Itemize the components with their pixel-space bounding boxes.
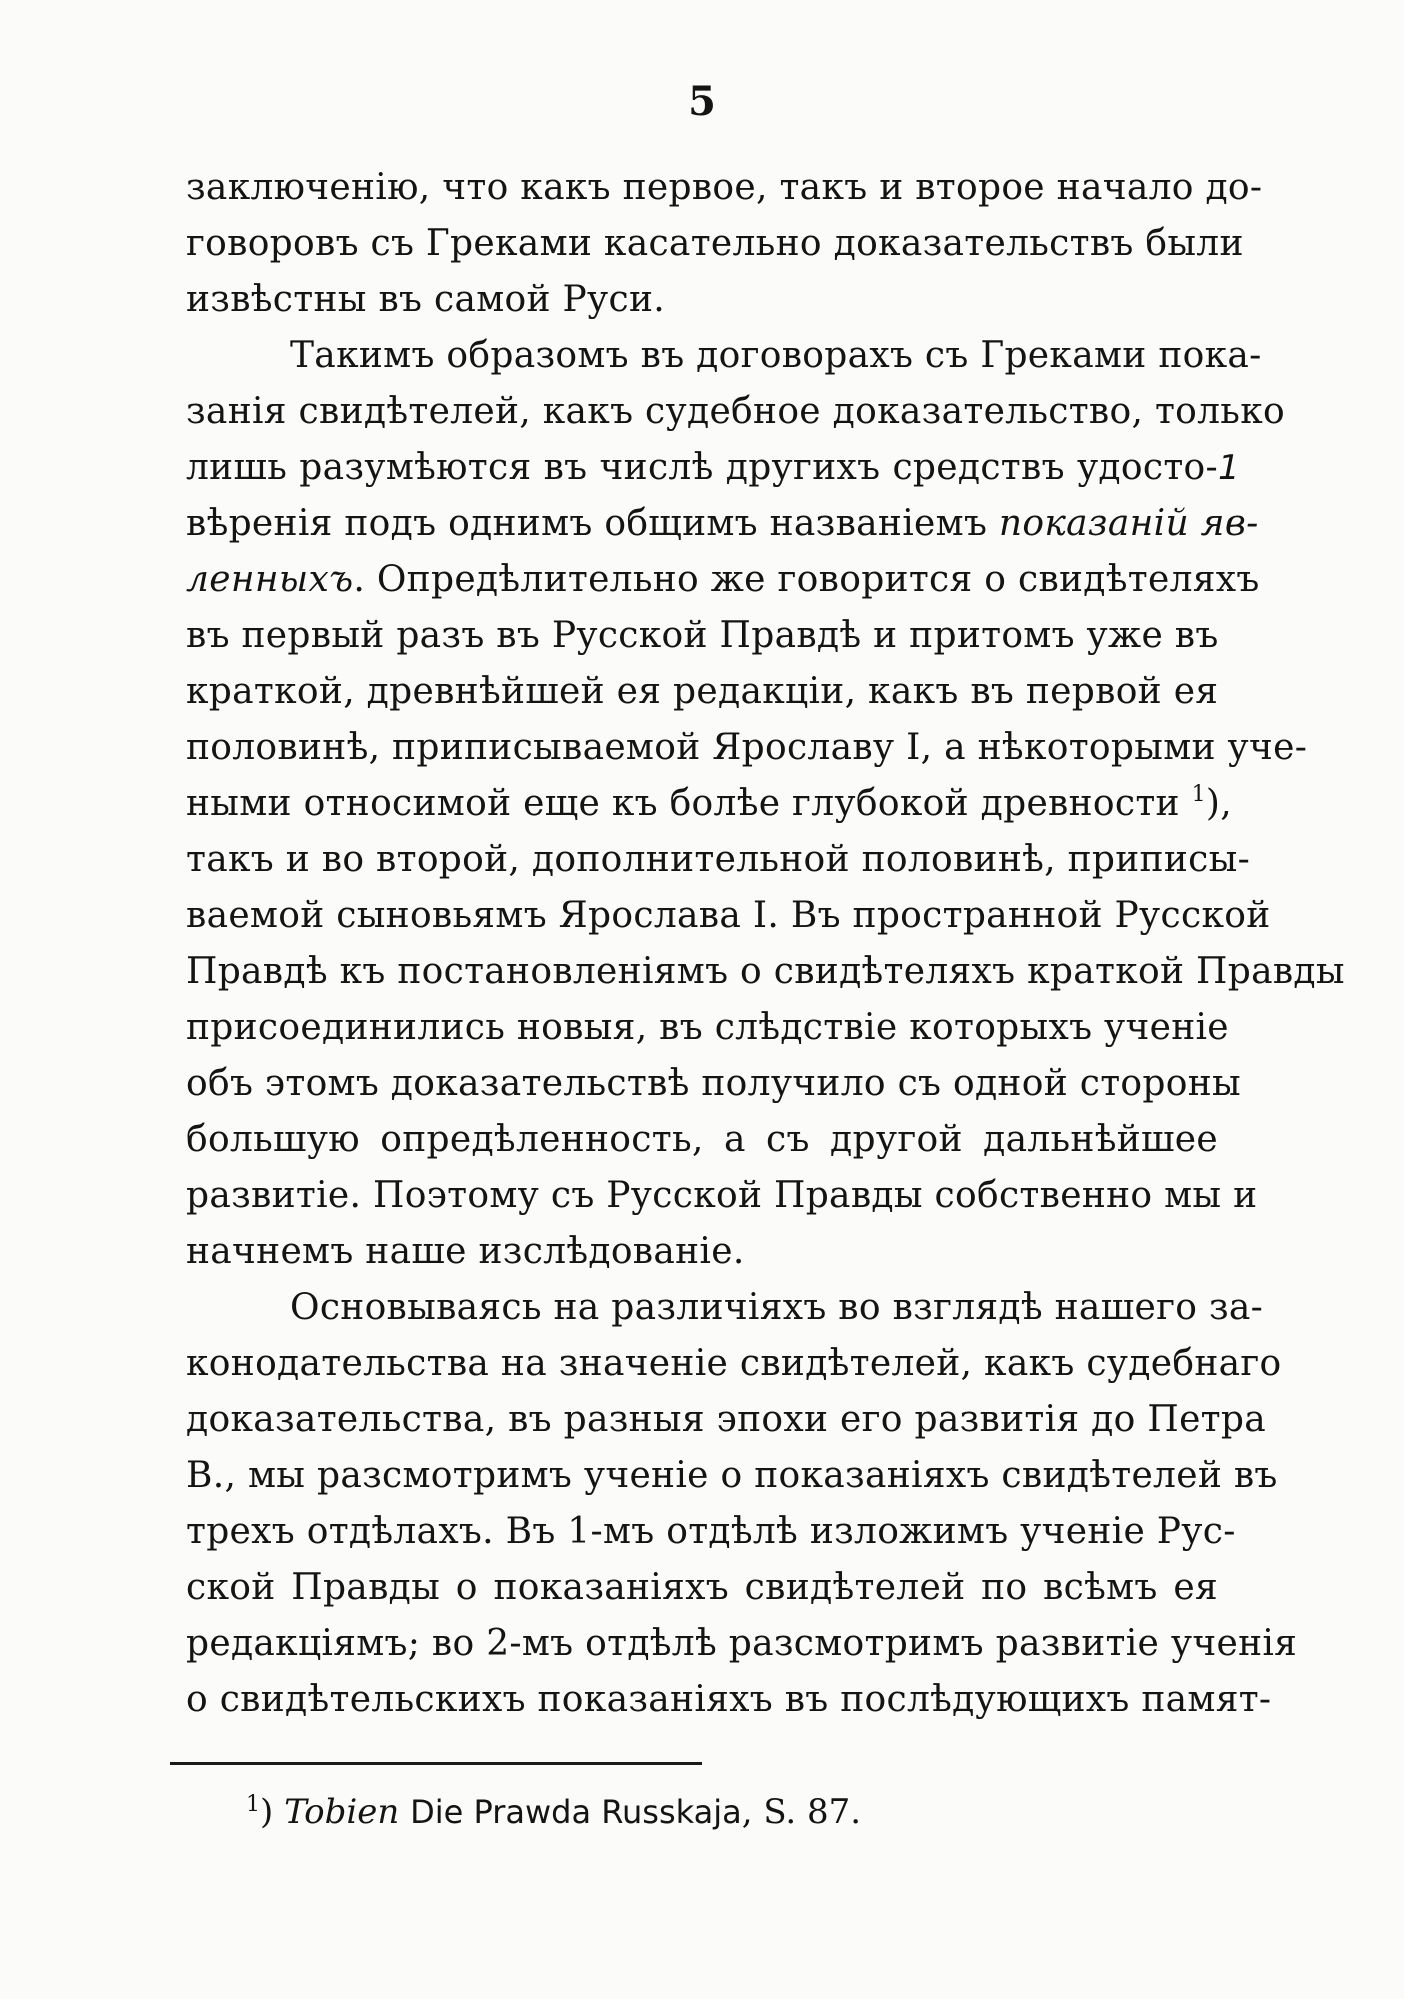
italic-term: ленныхъ xyxy=(186,559,354,600)
footnote-title: Die Prawda Russkaja xyxy=(410,1793,742,1831)
footnote-divider xyxy=(170,1762,702,1765)
text-line: извѣстны въ самой Руси. xyxy=(186,279,666,320)
text-line: ными относимой еще къ болѣе глубокой древности $^1$), xyxy=(186,782,1232,824)
text-line: заключенію, что какъ первое, такъ и второе начало до- xyxy=(186,167,1263,208)
text-line: развитіе. Поэтому съ Русской Правды собственно мы и xyxy=(186,1175,1258,1216)
footnote-mark-paren: ) xyxy=(260,1792,274,1832)
text-line: начнемъ наше изслѣдованіе. xyxy=(186,1231,745,1272)
footnote-author: Tobien xyxy=(284,1792,400,1832)
text-line: В., мы разсмотримъ ученіе о показаніяхъ свидѣтелей въ xyxy=(186,1455,1278,1496)
text-line: Такимъ образомъ въ договорахъ съ Греками пока- xyxy=(290,335,1262,376)
handwritten-margin-mark: 1 xyxy=(1218,448,1240,488)
text-line: лишь разумѣются въ числѣ другихъ средствъ удосто- xyxy=(186,447,1218,488)
text-line: половинѣ, приписываемой Ярославу I, а нѣкоторыми уче- xyxy=(186,727,1308,768)
footnote-reference: 1 xyxy=(1191,782,1206,807)
text-line: объ этомъ доказательствѣ получило съ одной стороны xyxy=(186,1063,1241,1104)
text-line: трехъ отдѣлахъ. Въ 1-мъ отдѣлѣ изложимъ ученіе Рус- xyxy=(186,1511,1236,1552)
body-text xyxy=(186,160,1345,1728)
text-line: ленныхъ. Опредѣлительно же говорится о свидѣтеляхъ xyxy=(186,559,1260,600)
footnote-mark: 1 xyxy=(246,1792,260,1817)
text-line: въ первый разъ въ Русской Правдѣ и притомъ уже въ xyxy=(186,615,1219,656)
footnote xyxy=(246,1790,861,1834)
text-line: большую опредѣленность, а съ другой дальнѣйшее xyxy=(186,1119,1218,1160)
text-line: ской Правды о показаніяхъ свидѣтелей по всѣмъ ея xyxy=(186,1567,1218,1608)
page-number: 5 xyxy=(688,78,716,125)
text-line: ваемой сыновьямъ Ярослава I. Въ пространной Русской xyxy=(186,895,1271,936)
text-line: такъ и во второй, дополнительной половинѣ, приписы- xyxy=(186,839,1251,880)
text-line: говоровъ съ Греками касательно доказательствъ были xyxy=(186,223,1244,264)
text-line: Правдѣ къ постановленіямъ о свидѣтеляхъ краткой Правды xyxy=(186,951,1345,992)
text-line: редакціямъ; во 2-мъ отдѣлѣ разсмотримъ развитіе ученія xyxy=(186,1623,1298,1664)
italic-term: показаній яв- xyxy=(998,503,1259,544)
text-line: краткой, древнѣйшей ея редакціи, какъ въ первой ея xyxy=(186,671,1219,712)
text-line: о свидѣтельскихъ показаніяхъ въ послѣдующихъ памят- xyxy=(186,1679,1272,1720)
text-line: занія свидѣтелей, какъ судебное доказательство, только xyxy=(186,391,1285,432)
text-line: Основываясь на различіяхъ во взглядѣ нашего за- xyxy=(290,1287,1264,1328)
text-line: вѣренія подъ однимъ общимъ названіемъ показаній яв- xyxy=(186,503,1259,544)
text-line: присоединились новыя, въ слѣдствіе которыхъ ученіе xyxy=(186,1007,1229,1048)
text-line: конодательства на значеніе свидѣтелей, какъ судебнаго xyxy=(186,1343,1282,1384)
footnote-page-ref: , S. 87. xyxy=(741,1792,862,1832)
text-line: доказательства, въ разныя эпохи его развитія до Петра xyxy=(186,1399,1266,1440)
